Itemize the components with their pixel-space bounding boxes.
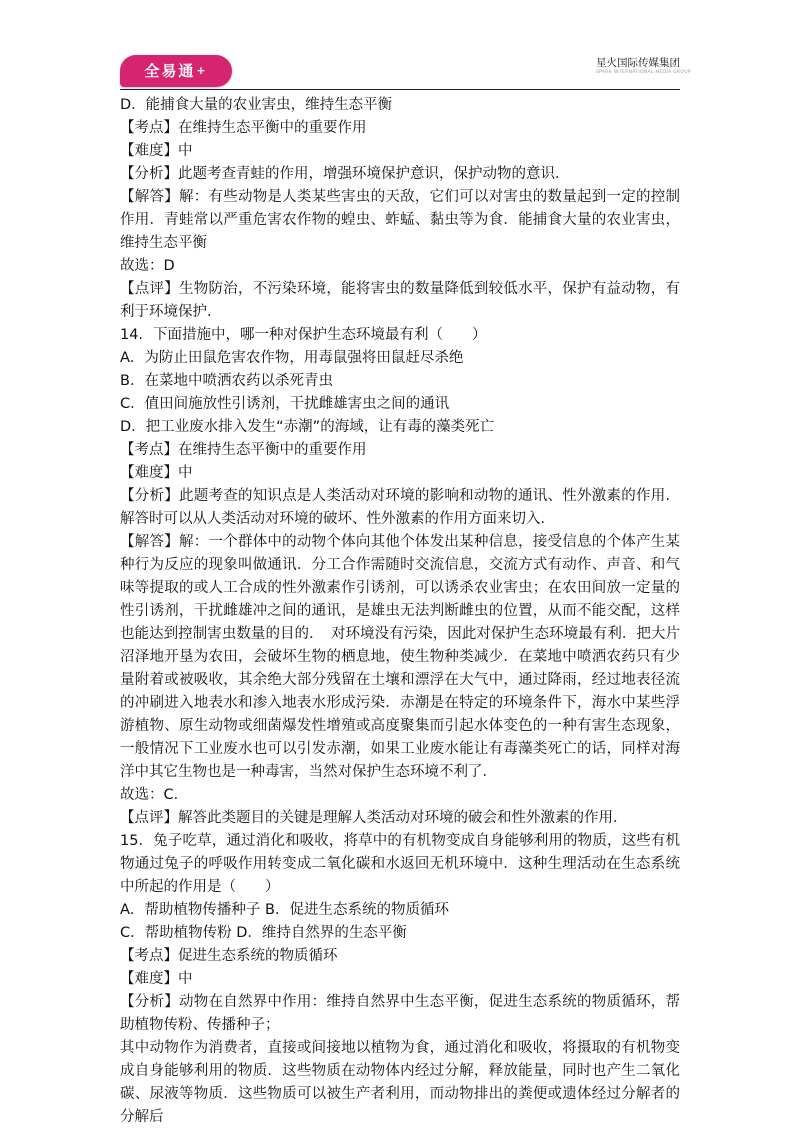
text-line: 故选：D — [120, 258, 175, 274]
text-line: 【分析】此题考查的知识点是人类活动对环境的影响和动物的通讯、性外激素的作用．解答时可以从人类活动对环境的破坏、性外激素的作用方面来切入． — [120, 488, 680, 527]
header-divider — [120, 89, 680, 90]
text-line: 【考点】促进生态系统的物质循环 — [120, 948, 338, 964]
text-line: 【分析】此题考查青蛙的作用，增强环境保护意识，保护动物的意识． — [120, 166, 570, 182]
text-line: 【难度】中 — [120, 465, 193, 481]
text-line: D．能捕食大量的农业害虫，维持生态平衡 — [120, 97, 393, 113]
brand-subtitle: SPARK INTERNATIONAL MEDIA GROUP — [596, 70, 691, 75]
text-line: 故选：C． — [120, 787, 189, 803]
text-line: 14．下面措施中，哪一种对保护生态环境最有利（ ） — [120, 327, 487, 343]
text-line: D．把工业废水排入发生“赤潮”的海域，让有毒的藻类死亡 — [120, 419, 495, 435]
text-line: 15．兔子吃草，通过消化和吸收，将草中的有机物变成自身能够利用的物质，这些有机物通过兔子的呼吸作用转变成二氧化碳和水返回无机环境中．这种生理活动在生态系统中所起的作用是（ ） — [120, 833, 680, 895]
logo-plus: + — [196, 64, 208, 77]
text-line: 【点评】生物防治，不污染环境，能将害虫的数量降低到较低水平，保护有益动物，有利于环境保护． — [120, 281, 680, 320]
text-line: 【解答】解：有些动物是人类某些害虫的天敌，它们可以对害虫的数量起到一定的控制作用．青蛙常以严重危害农作物的蝗虫、蚱蜢、黏虫等为食．能捕食大量的农业害虫，维持生态平衡 — [120, 189, 680, 251]
logo-text: 全易通 — [144, 62, 196, 80]
text-line: B．在菜地中喷洒农药以杀死青虫 — [120, 373, 333, 389]
text-line: 【考点】在维持生态平衡中的重要作用 — [120, 120, 367, 136]
quanyitong-logo — [120, 55, 232, 87]
text-line: C．帮助植物传粉 D．维持自然界的生态平衡 — [120, 925, 407, 941]
publisher-brand — [596, 57, 691, 76]
text-line: C．值田间施放性引诱剂，干扰雌雄害虫之间的通讯 — [120, 396, 450, 412]
text-line: 【考点】在维持生态平衡中的重要作用 — [120, 442, 367, 458]
text-line: 【难度】中 — [120, 143, 193, 159]
text-line: 【分析】动物在自然界中作用：维持自然界中生态平衡，促进生态系统的物质循环，帮助植物传粉、传播种子； — [120, 994, 680, 1033]
brand-name: 星火国际传媒集团 — [596, 57, 680, 69]
text-line: 其中动物作为消费者，直接或间接地以植物为食，通过消化和吸收，将摄取的有机物变成自身能够利用的物质．这些物质在动物体内经过分解，释放能量，同时也产生二氧化碳、尿液等物质．这些物质可以被生产者利用，而动物排出的粪便或遗体经过分解者的分解后 — [120, 1040, 680, 1125]
text-line: 【解答】解：一个群体中的动物个体向其他个体发出某种信息，接受信息的个体产生某种行为反应的现象叫做通讯．分工合作需随时交流信息，交流方式有动作、声音、和气味等提取的或人工合成的性外激素作引诱剂，可以诱杀农业害虫；在农田间放一定量的性引诱剂，干扰雌雄冲之间的通讯，是雄虫无法判断雌虫的位置，从而不能交配，这样也能达到控制害虫数量的目的． 对环境没有污染，因此对保护生态环境最有利．把大片沼泽地开垦为农田，会破坏生物的栖息地，使生物种类减少．在菜地中喷洒农药只有少量附着或被吸收，其余绝大部分残留在土壤和漂浮在大气中，通过降雨，经过地表径流的冲刷进入地表水和渗入地表水形成污染．赤潮是在特定的环境条件下，海水中某些浮游植物、原生动物或细菌爆发性增殖或高度聚集而引起水体变色的一种有害生态现象，一般情况下工业废水也可以引发赤潮，如果工业废水能让有毒藻类死亡的话，同样对海洋中其它生物也是一种毒害，当然对保护生态环境不利了． — [120, 534, 680, 780]
text-line: 【难度】中 — [120, 971, 193, 987]
page-header — [0, 0, 800, 90]
text-line: A．为防止田鼠危害农作物，用毒鼠强将田鼠赶尽杀绝 — [120, 350, 464, 366]
text-line: A．帮助植物传播种子 B．促进生态系统的物质循环 — [120, 902, 449, 918]
document-body — [120, 94, 680, 1129]
text-line: 【点评】解答此类题目的关键是理解人类活动对环境的破会和性外激素的作用． — [120, 810, 628, 826]
